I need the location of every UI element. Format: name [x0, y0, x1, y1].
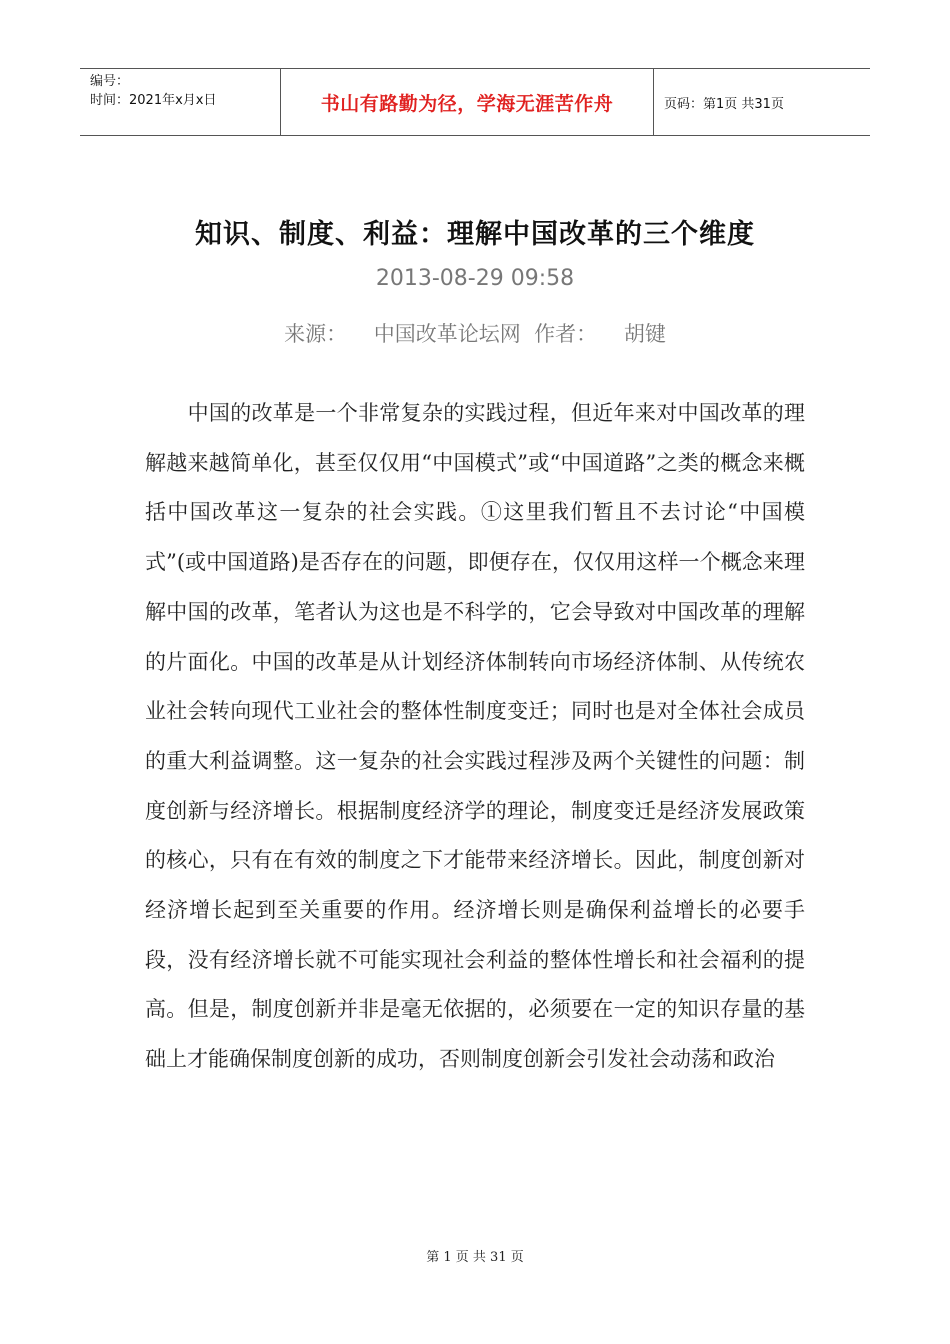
article-date: 2013-08-29 09:58 — [375, 266, 575, 291]
article-source: 来源： 中国改革论坛网 作者： 胡键 — [284, 322, 666, 346]
header-motto-cell — [280, 69, 654, 135]
header-meta — [80, 69, 280, 135]
time-label: 时间：2021年x月x日 — [90, 93, 217, 108]
page-footer: 第 1 页 共 31 页 — [426, 1250, 524, 1265]
document-header — [80, 68, 870, 136]
number-label: 编号： — [90, 74, 130, 89]
motto-text: 书山有路勤为径，学海无涯苦作舟 — [320, 92, 614, 115]
article-title: 知识、制度、利益：理解中国改革的三个维度 — [195, 219, 755, 250]
article-body: 中国的改革是一个非常复杂的实践过程，但近年来对中国改革的理解越来越简单化，甚至仅仅用“中国模式”或“中国道路”之类的概念来概括中国改革这一复杂的社会实践。①这里我们暂且不去讨论“中国模式”(或中国道路)是否存在的问题，即便存在，仅仅用这样一个概念来理解中国的改革，笔者认为这也是不科学的，它会导致对中国改革的理解的片面化。中国的改革是从计划经济体制转向市场经济体制、从传统农业社会转向现代工业社会的整体性制度变迁；同时也是对全体社会成员的重大利益调整。这一复杂的社会实践过程涉及两个关键性的问题：制度创新与经济增长。根据制度经济学的理论，制度变迁是经济发展政策的核心，只有在有效的制度之下才能带来经济增长。因此，制度创新对经济增长起到至关重要的作用。经济增长则是确保利益增长的必要手段，没有经济增长就不可能实现社会利益的整体性增长和社会福利的提高。但是，制度创新并非是毫无依据的，必须要在一定的知识存量的基础上才能确保制度创新的成功，否则制度创新会引发社会动荡和政治 — [145, 401, 805, 1072]
header-page-info: 页码：第1页 共31页 — [664, 96, 784, 112]
